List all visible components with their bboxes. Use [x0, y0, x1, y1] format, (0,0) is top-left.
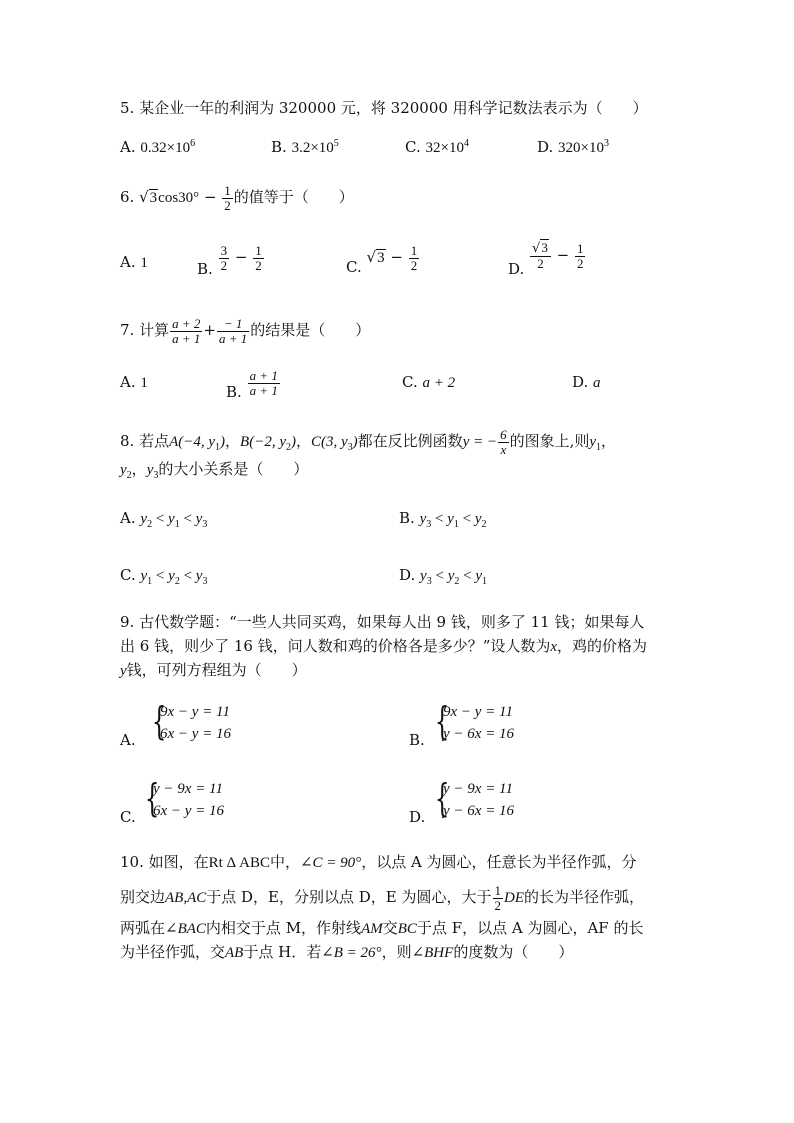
q6-option-d: D. $\frac{√3}{2}$ − $\frac{1}{2}$: [508, 240, 584, 278]
q9-option-d-letter: D.: [409, 808, 426, 826]
q9-option-d-brace: {: [434, 776, 450, 820]
q7-option-d: D. a: [572, 373, 601, 391]
q9-option-a-system: 9x − y = 11 6x − y = 16: [160, 704, 232, 742]
q8-line1: 8. 若点A(−4, $y_1$)，B(−2, $y_2$)，C(3, $y_3$)都在反比例函数y = − $\frac{6}{x}$ 的图象上,则$y_1$，: [120, 426, 617, 457]
q9-line2: 出 6 钱，则少了 16 钱，问人数和鸡的价格各是多少？”设人数为x，鸡的价格为: [120, 637, 648, 655]
q9-option-b-brace: {: [434, 699, 450, 743]
q5-stem: 5. 某企业一年的利润为 320000 元，将 320000 用科学记数法表示为（ ）: [120, 99, 648, 117]
q5-option-c: C. $32\times 10^4$: [405, 138, 469, 156]
q6-option-a: A. 1: [120, 253, 148, 271]
q8-option-b: B. $y_3 < y_1 < y_2$: [399, 509, 487, 530]
q7-option-c: C. a + 2: [402, 373, 456, 391]
q9-option-b-system: 9x − y = 11 y − 6x = 16: [443, 704, 515, 742]
q8-option-c: C. $y_1 < y_2 < y_3$: [120, 566, 208, 587]
fraction-one-half: $\frac{1}{2}$: [224, 182, 231, 213]
q8-line2: $y_2$，$y_3$的大小关系是（ ）: [120, 460, 309, 481]
q10-line4: 为半径作弧，交AB于点 H．若∠B = 26°，则∠BHF的度数为（ ）: [120, 943, 574, 961]
q9-option-d-system: y − 9x = 11 y − 6x = 16: [443, 781, 515, 819]
q7-option-a: A. 1: [120, 373, 148, 391]
q9-option-a-brace: {: [151, 699, 167, 743]
q6-option-c: C. √3 − $\frac{1}{2}$: [346, 242, 418, 276]
sqrt-3: √3: [139, 188, 158, 206]
q6-option-b: B. $\frac{3}{2}$ − $\frac{1}{2}$: [197, 242, 262, 278]
q7-option-b: B. $\frac{a + 1}{a + 1}$: [226, 367, 278, 401]
q5-option-d: D. $320\times 10^3$: [537, 138, 610, 156]
q9-option-b-letter: B.: [409, 731, 425, 749]
q8-option-d: D. $y_3 < y_2 < y_1$: [399, 566, 487, 587]
q9-option-c-letter: C.: [120, 808, 136, 826]
q9-line1: 9. 古代数学题：“一些人共同买鸡，如果每人出 9 钱，则多了 11 钱；如果每人: [120, 613, 645, 631]
q9-line3: y钱，可列方程组为（ ）: [120, 661, 307, 679]
q10-line2: 别交边AB,AC于点 D，E，分别以点 D，E 为圆心，大于 $\frac{1}{2}$ DE的长为半径作弧，: [120, 882, 645, 913]
q10-line3: 两弧在∠BAC内相交于点 M，作射线AM交BC于点 F，以点 A 为圆心，AF 的长: [120, 919, 644, 937]
q9-option-c-brace: {: [144, 776, 160, 820]
q7-stem: 7. 计算 $\frac{a + 2}{a + 1}$ + $\frac{- 1}{a + 1}$ 的结果是（ ）: [120, 315, 371, 346]
q9-option-c-system: y − 9x = 11 6x − y = 16: [153, 781, 225, 819]
q6-stem: 6. √3cos30° − $\frac{1}{2}$ 的值等于（ ）: [120, 182, 354, 213]
q5-option-b: B. $3.2\times 10^5$: [271, 138, 339, 156]
q10-line1: 10. 如图，在Rt Δ ABC中，∠C = 90°，以点 A 为圆心，任意长为半径作弧，分: [120, 853, 637, 871]
q9-option-a-letter: A.: [120, 731, 136, 749]
q5-option-a: A. $0.32\times 10^6$: [120, 138, 196, 156]
q8-option-a: A. $y_2 < y_1 < y_3$: [120, 509, 208, 530]
